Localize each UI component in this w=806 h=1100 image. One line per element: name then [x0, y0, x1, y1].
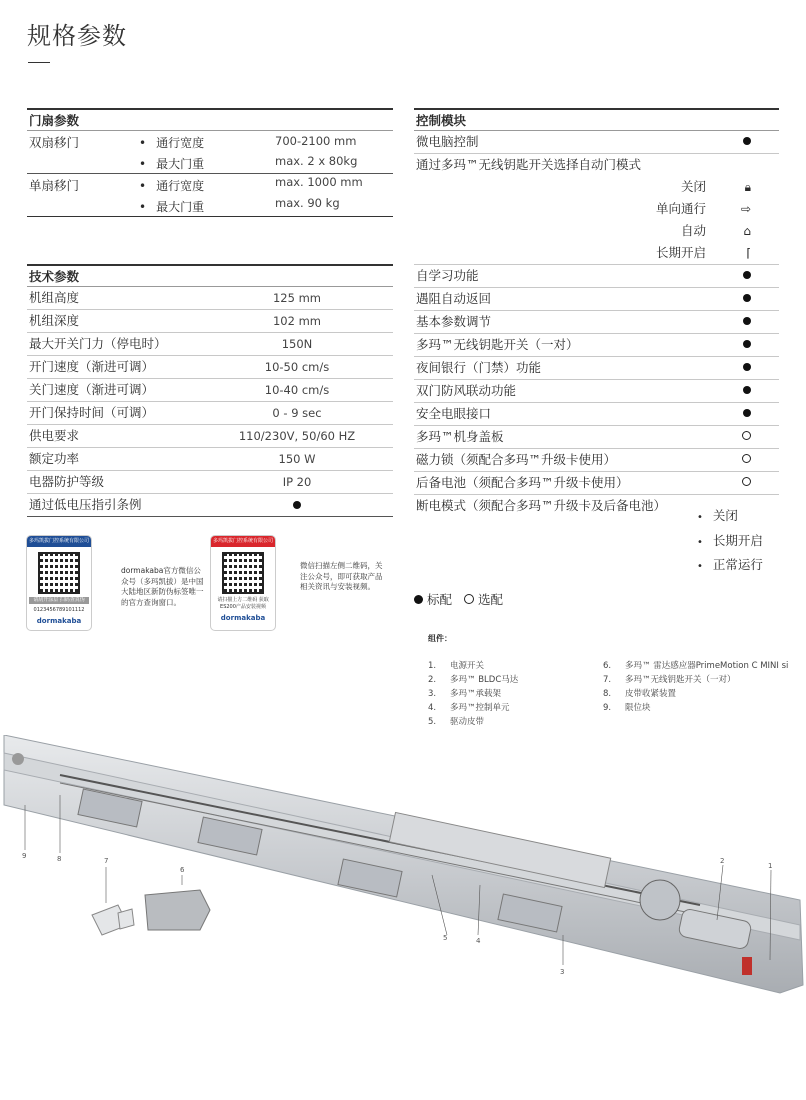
row-value: IP 20 — [282, 475, 312, 489]
mode-label: 关闭 — [680, 179, 706, 194]
part-text: 多玛™ BLDC马达 — [450, 675, 519, 685]
part-item — [428, 687, 518, 701]
qr-card-video — [210, 535, 276, 631]
optional-mark — [742, 426, 751, 448]
qr-code-icon — [222, 552, 264, 594]
row-label: 关门速度（渐进可调） — [29, 382, 155, 397]
qr-text-1: dormakaba官方微信公众号（多玛凯拔）是中国大陆地区新防伪标签唯一的官方查询窗口。 — [121, 566, 204, 607]
tech-row — [27, 310, 393, 333]
callout-8: 8 — [57, 855, 62, 863]
row-value: 125 mm — [272, 291, 321, 305]
row-value: 110/230V, 50/60 HZ — [238, 429, 356, 443]
door-group-single — [27, 174, 393, 217]
part-number: 7. — [603, 675, 612, 685]
part-number: 6. — [603, 661, 612, 671]
qr-card-bar: 多玛凯拔门控系统有限公司 — [27, 536, 91, 547]
brand-logo: dormakaba — [36, 617, 82, 625]
row-label: 电器防护等级 — [29, 474, 105, 489]
part-number: 1. — [428, 661, 437, 671]
door-item-label: • 通行宽度 — [139, 177, 204, 194]
qr-text-2: 微信扫描左侧二维码，关注公众号，即可获取产品相关资讯与安装视频。 — [300, 561, 383, 591]
tech-row — [27, 379, 393, 402]
auto-icon: ⌂ — [743, 224, 751, 238]
qr-card-bar: 多玛凯拔门控系统有限公司 — [211, 536, 275, 547]
part-number: 2. — [428, 675, 437, 685]
row-value — [227, 494, 367, 516]
callout-7: 7 — [104, 857, 109, 865]
row-label: 夜间银行（门禁）功能 — [416, 360, 542, 375]
one-way-icon: ⇨ — [740, 202, 751, 216]
legend — [414, 590, 503, 608]
part-item — [603, 701, 788, 715]
tech-row — [27, 356, 393, 379]
mode-row — [414, 176, 779, 198]
qr-code-icon — [38, 552, 80, 594]
row-label: 安全电眼接口 — [416, 406, 492, 421]
part-text: 电源开关 — [450, 661, 485, 671]
row-value: 150 W — [278, 452, 316, 466]
part-item — [603, 659, 788, 673]
legend-optional: 选配 — [477, 592, 503, 607]
feature-row — [414, 380, 779, 403]
rail-profile — [4, 735, 803, 993]
door-item-label: • 最大门重 — [139, 155, 204, 172]
tech-row — [27, 287, 393, 310]
optional-mark — [742, 472, 751, 494]
tech-row — [27, 471, 393, 494]
key-switch — [118, 909, 134, 929]
tech-params-section — [27, 264, 393, 517]
radar-sensor — [145, 890, 210, 930]
mode-label: 自动 — [680, 223, 706, 238]
row-value: 10-50 cm/s — [264, 360, 330, 374]
mode-select-row — [414, 154, 779, 176]
part-text: 多玛™无线钥匙开关（一对） — [625, 675, 736, 685]
row-label: 机组深度 — [29, 313, 80, 328]
row-label: 供电要求 — [29, 428, 80, 443]
optional-mark — [742, 449, 751, 471]
qr-card-authenticity — [26, 535, 92, 631]
mode-label: 单向通行 — [655, 201, 706, 216]
row-label: 后备电池（须配合多玛™升级卡使用） — [416, 475, 629, 490]
row-label: 通过低电压指引条例 — [29, 497, 142, 512]
door-item-label: • 通行宽度 — [139, 134, 204, 151]
operator-illustration — [0, 735, 806, 1055]
callout-2: 2 — [720, 857, 725, 865]
part-text: 多玛™控制单元 — [450, 703, 510, 713]
motor-pulley — [640, 880, 680, 920]
limit-stop — [12, 753, 24, 765]
parts-title: 组件： — [428, 634, 452, 643]
door-group-name: 单扇移门 — [29, 178, 80, 193]
callout-4: 4 — [476, 937, 481, 945]
tech-row — [27, 494, 393, 517]
part-number: 3. — [428, 689, 437, 699]
door-item-value: max. 1000 mm — [275, 175, 363, 189]
standard-mark — [743, 288, 751, 310]
row-label: 断电模式（须配合多玛™升级卡及后备电池） — [416, 498, 667, 513]
title-underline — [28, 62, 50, 63]
feature-row — [414, 426, 779, 449]
part-number: 8. — [603, 689, 612, 699]
part-number: 9. — [603, 703, 612, 713]
standard-mark — [293, 501, 301, 509]
part-text: 驱动皮带 — [450, 717, 485, 727]
door-item-value: max. 2 x 80kg — [275, 154, 358, 168]
standard-mark — [743, 311, 751, 333]
row-label: 最大开关门力（停电时） — [29, 336, 167, 351]
optional-mark — [464, 594, 474, 604]
row-label: 基本参数调节 — [416, 314, 492, 329]
control-section — [414, 108, 779, 517]
mode-row — [414, 220, 779, 242]
callout-3: 3 — [560, 968, 565, 976]
part-text: 皮带收紧装置 — [625, 689, 677, 699]
door-group-name: 双扇移门 — [29, 135, 80, 150]
standard-mark — [743, 357, 751, 379]
mode-row — [414, 242, 779, 264]
part-item — [428, 659, 518, 673]
parts-list-left — [428, 659, 518, 729]
open-icon: ⌈ — [746, 246, 751, 260]
lock-icon: 🔒︎ — [744, 180, 751, 194]
door-item-value: max. 90 kg — [275, 196, 340, 210]
power-switch — [742, 957, 752, 975]
feature-row — [414, 288, 779, 311]
feature-row — [414, 403, 779, 426]
row-value: 102 mm — [272, 314, 321, 328]
part-number: 5. — [428, 717, 437, 727]
power-fail-option: • 长期开启 — [697, 529, 763, 554]
part-item — [428, 673, 518, 687]
tech-row — [27, 402, 393, 425]
row-label: 多玛™无线钥匙开关（一对） — [416, 337, 579, 352]
callout-5: 5 — [443, 934, 448, 942]
part-item — [603, 687, 788, 701]
tech-row — [27, 448, 393, 471]
feature-row — [414, 265, 779, 288]
mode-label: 长期开启 — [655, 245, 706, 260]
feature-row — [414, 472, 779, 495]
row-value: 10-40 cm/s — [264, 383, 330, 397]
row-label: 磁力锁（须配合多玛™升级卡使用） — [416, 452, 617, 467]
part-item — [603, 673, 788, 687]
power-fail-option: • 关闭 — [697, 504, 763, 529]
standard-mark — [743, 265, 751, 287]
page-title: 规格参数 — [27, 22, 127, 50]
brand-logo: dormakaba — [220, 614, 266, 622]
row-value: 0 - 9 sec — [272, 406, 322, 420]
row-label: 多玛™机身盖板 — [416, 429, 504, 444]
standard-mark — [743, 131, 751, 153]
row-label: 开门保持时间（可调） — [29, 405, 155, 420]
door-params-heading: 门扇参数 — [27, 108, 393, 131]
parts-list-right — [603, 659, 788, 715]
part-item — [428, 701, 518, 715]
row-label: 双门防风联动功能 — [416, 383, 517, 398]
feature-row — [414, 449, 779, 472]
door-item-label: • 最大门重 — [139, 198, 204, 215]
tech-params-heading: 技术参数 — [27, 264, 393, 287]
callout-6: 6 — [180, 866, 185, 874]
standard-mark — [414, 595, 423, 604]
row-label: 遇阻自动返回 — [416, 291, 492, 306]
standard-mark — [743, 334, 751, 356]
row-label: 通过多玛™无线钥匙开关选择自动门模式 — [416, 157, 642, 172]
qr-card-sub: 请刮开涂层 扫码查真伪 — [29, 597, 89, 604]
door-group-double — [27, 131, 393, 174]
power-fail-option: • 正常运行 — [697, 553, 763, 578]
part-text: 多玛™承载架 — [450, 689, 502, 699]
part-number: 4. — [428, 703, 437, 713]
part-item — [428, 715, 518, 729]
qr-card-sub: 请扫描上方二维码 获取ES200产品安装视频 — [217, 597, 269, 610]
feature-row — [414, 357, 779, 380]
tech-row — [27, 425, 393, 448]
part-text: 限位块 — [625, 703, 651, 713]
power-fail-options — [697, 504, 763, 578]
row-label: 机组高度 — [29, 290, 80, 305]
control-heading: 控制模块 — [414, 108, 779, 131]
tech-row — [27, 333, 393, 356]
door-item-value: 700-2100 mm — [275, 134, 357, 148]
row-label: 开门速度（渐进可调） — [29, 359, 155, 374]
row-label: 微电脑控制 — [416, 134, 479, 149]
door-params-section — [27, 108, 393, 217]
microcontroller-row — [414, 131, 779, 154]
mode-row — [414, 198, 779, 220]
part-text: 多玛™ 雷达感应器PrimeMotion C MINI si — [625, 661, 789, 671]
callout-9: 9 — [22, 852, 27, 860]
legend-standard: 标配 — [426, 592, 452, 607]
callout-1: 1 — [768, 862, 773, 870]
feature-row — [414, 311, 779, 334]
standard-mark — [743, 380, 751, 402]
row-label: 额定功率 — [29, 451, 80, 466]
row-value: 150N — [281, 337, 313, 351]
feature-row — [414, 334, 779, 357]
row-label: 自学习功能 — [416, 268, 479, 283]
standard-mark — [743, 403, 751, 425]
qr-card-serial: 0123456789101112 — [33, 607, 85, 613]
